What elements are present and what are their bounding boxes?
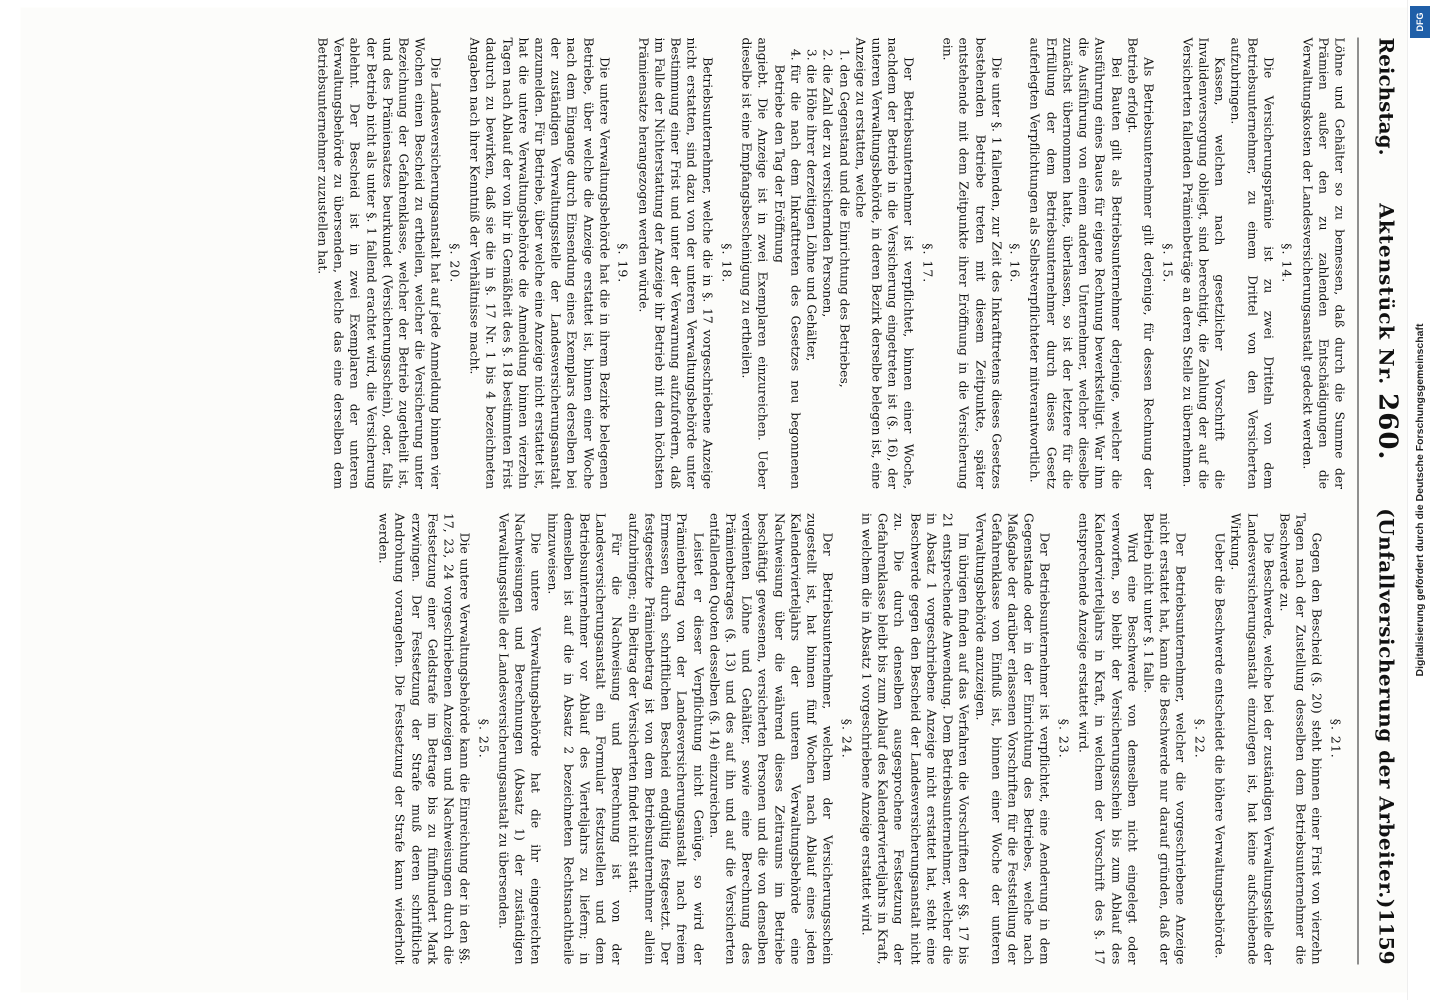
paragraph: Im übrigen finden auf das Verfahren die Vorschriften der §§. 17 bis 21 entsprechende Anwendung. Dem Betriebsunternehmer, welcher die in Absatz 1 vorgeschriebene Anzeige nicht erstattet hat, steht eine Beschwerde gegen den Bescheid der Landesversicherungsanstalt nicht zu. Die durch denselben ausgesprochene Festsetzung der Gefahrenklasse bleibt bis zum Ablauf des Kalendervierteljahrs in Kraft, in welchem die in Absatz 1 vorgeschriebene Anzeige erstattet wird. <box>859 513 971 965</box>
document-page <box>20 8 1410 993</box>
paragraph: Der Betriebsunternehmer ist verpflichtet, binnen einer Woche, nachdem der Betrieb in die Versicherung eingetreten ist (§. 16), der unteren Verwaltungsbehörde, in deren Bezirk derselbe belegen ist, eine Anzeige zu erstatten, welche <box>852 37 916 489</box>
paragraph: Kassen, welchen nach gesetzlicher Vorschrift die Invalidenversorgung obliegt, sind berechtigt, die Zahlung der auf die Versicherten fallenden Prämienbeträge an deren Stelle zu übernehmen. <box>1179 37 1227 489</box>
header-nr-value: 260. <box>1372 393 1402 461</box>
dfg-logo: DFG <box>1410 6 1430 38</box>
page-number: 1159 <box>1374 908 1398 965</box>
paragraph: Die Landesversicherungsanstalt hat auf jede Anmeldung binnen vier Wochen einen Bescheid zu ertheilen, welcher die Versicherung unter Bezeichnung der Gefahrenklasse, welcher der Betrieb zugetheilt ist, und des Prämiensatzes beurkundet (Versicherungsschein), oder, falls der Betrieb nicht als unter §. 1 fallend erachtet wird, die Versicherung ablehnt. Der Bescheid ist in zwei Exemplaren der unteren Verwaltungsbehörde zu übersenden, welche das eine derselben dem Betriebsunternehmer zuzustellen hat. <box>314 37 443 489</box>
section-heading: §. 20. <box>446 243 462 284</box>
paragraph: Die Beschwerde, welche bei der zuständigen Verwaltungsstelle der Landesversicherungsanstalt einzulegen ist, hat keine aufschiebende Wirkung. <box>1228 513 1275 965</box>
paragraph: Der Betriebsunternehmer ist verpflichtet, eine Aenderung in dem Gegenstande oder in der Einrichtung des Betriebes, welche nach Maßgabe der darüber erlassenen Vorschriften für die Feststellung der Gefahrenklasse von Einfluß ist, binnen einer Woche der unteren Verwaltungsbehörde anzuzeigen. <box>972 513 1052 965</box>
paragraph: Wird eine Beschwerde von demselben nicht eingelegt oder verworfen, so bleibt der Versicherungsschein bis zum Ablauf des Kalendervierteljahrs in Kraft, in welchem der Vorschrift des §. 17 entsprechende Anzeige erstattet wird. <box>1076 513 1139 965</box>
section-heading: §. 24. <box>838 718 854 759</box>
numbered-list <box>770 65 851 489</box>
list-item: 4. für die nach dem Inkrafttreten des Gesetzes neu begonnenen Betriebe den Tag der Eröffnung <box>770 65 802 489</box>
section-heading: §. 23. <box>1055 718 1071 759</box>
header-left: Reichstag. <box>1374 37 1398 156</box>
paragraph: Die Versicherungsprämie ist zu zwei Dritteln von dem Betriebsunternehmer, zu einem Drittel von den Versicherten aufzubringen. <box>1228 37 1275 489</box>
paragraph: Der Betriebsunternehmer, welchem der Versicherungsschein zugestellt ist, hat binnen fünf Wochen nach Ablauf eines jeden Kalendervierteljahrs der unteren Verwaltungsbehörde eine Nachweisung über die während dieses Zeitraums im Betriebe beschäftigt gewesenen, versicherten Personen und die von denselben verdienten Löhne und Gehälter, sowie eine Berechnung des Prämienbetrages (§. 13) und des auf ihn und auf die Versicherten entfallenden Quoten desselben (§. 14) einzureichen. <box>706 513 835 965</box>
paragraph: Leistet er dieser Verpflichtung nicht Genüge, so wird der Prämienbetrag von der Landesversicherungsanstalt nach freiem Ermessen durch schriftlichen Bescheid endgültig festgesetzt. Der festgesetzte Prämienbetrag ist von dem Betriebsunternehmer allein aufzubringen; ein Beitrag der Versicherten findet nicht statt. <box>625 513 705 965</box>
text-columns <box>37 38 1347 965</box>
header-title: (Unfallversicherung der Arbeiter.) <box>1374 508 1398 909</box>
section-heading: §. 18. <box>719 243 734 284</box>
paragraph: Für die Nachweisung und Berechnung ist von der Landesversicherungsanstalt ein Formular festzustellen und dem Betriebsunternehmer vor Ablauf des Vierteljahrs zu liefern; in demselben ist auf die in Absatz 2 bezeichneten Rechtsnachtheile hinzuweisen. <box>544 513 624 965</box>
left-column <box>37 38 1347 490</box>
paragraph: Die unter §. 1 fallenden, zur Zeit des Inkrafttretens dieses Gesetzes bestehenden Betriebe treten mit diesem Zeitpunkte, später entstehende mit dem Zeitpunkte ihrer Eröffnung in die Versicherung ein. <box>940 37 1003 489</box>
section-heading: §. 21. <box>1328 718 1343 759</box>
header-document-number <box>1372 156 1402 509</box>
section-heading: §. 25. <box>475 718 491 759</box>
list-item: 3. die Höhe ihrer derzeitigen Löhne und Gehälter, <box>803 65 819 489</box>
dfg-credit-text: Digitalisierung gefördert durch die Deutsche Forschungsgemeinschaft <box>1414 323 1426 677</box>
paragraph: Betriebsunternehmer, welche die in §. 17 vorgeschriebene Anzeige nicht erstatten, sind dazu von der unteren Verwaltungsbehörde unter Bestimmung einer Frist und unter der Verwarnung aufzufordern, daß im Falle der Nichterstattung der Anzeige ihr Betrieb mit dem höchsten Prämiensatze herangezogen werden würde. <box>635 37 715 489</box>
list-item: 1. den Gegenstand und die Einrichtung des Betriebes, <box>835 65 851 489</box>
page-header <box>1357 38 1402 965</box>
paragraph: Löhne und Gehälter so zu bemessen, daß durch die Summe der Prämien außer den zu zahlenden Entschädigungen die Verwaltungskosten der Landesversicherungsanstalt gedeckt werden. <box>1299 37 1346 489</box>
paragraph: Bei Bauten gilt als Betriebsunternehmer derjenige, welcher die Ausführung eines Baues für eigene Rechnung bewerkstelligt. War ihm die Ausführung von einem anderen Unternehmer, welcher dieselbe zunächst übernommen hatte, überlassen, so ist der letztere für die Erfüllung der dem Betriebsunternehmer durch dieses Gesetz auferlegten Verpflichtungen als Selbstverpflichteter mitverantwortlich. <box>1027 37 1123 489</box>
paragraph: Die untere Verwaltungsbehörde kann die Einreichung der in den §§. 17, 23, 24 vorgeschriebenen Anzeigen und Nachweisungen durch die Festsetzung einer Geldstrafe im Betrage bis zu fünfhundert Mark erzwingen. Der Festsetzung der Strafe muß deren schriftliche Androhung vorangehen. Die Festsetzung der Strafe kann wiederholt werden. <box>376 513 472 965</box>
section-heading: §. 22. <box>1191 718 1207 759</box>
paragraph: Als Betriebsunternehmer gilt derjenige, für dessen Rechnung der Betrieb erfolgt. <box>1124 37 1156 489</box>
header-mid-label: Aktenstück Nr. <box>1374 203 1398 386</box>
paragraph: angiebt. Die Anzeige ist in zwei Exemplaren einzureichen. Ueber dieselbe ist eine Empfangsbescheinigung zu ertheilen. <box>739 37 770 489</box>
right-column <box>37 513 1347 965</box>
paragraph: Die untere Verwaltungsbehörde hat die ihr eingereichten Nachweisungen und Berechnungen (Absatz 1) der zuständigen Verwaltungsstelle der Landesversicherungsanstalt zu übersenden. <box>495 513 543 965</box>
paragraph: Gegen den Bescheid (§. 20) steht binnen einer Frist von vierzehn Tagen nach der Zustellung desselben dem Betriebsunternehmer die Beschwerde zu. <box>1277 513 1324 965</box>
paragraph: Die untere Verwaltungsbehörde hat die in ihrem Bezirke belegenen Betriebe, über welche die Anzeige erstattet ist, binnen einer Woche nach dem Eingange durch Einsendung eines Exemplars derselben bei der zuständigen Verwaltungsstelle der Landesversicherungsanstalt anzumelden. Für Betriebe, über welche eine Anzeige nicht erstattet ist, hat die untere Verwaltungsbehörde die Anmeldung binnen vierzehn Tagen nach Ablauf der von ihr in Gemäßheit des §. 18 bestimmten Frist dadurch zu bewirken, daß sie die in §. 17 Nr. 1 bis 4 bezeichneten Angaben nach ihrer Kenntniß der Verhältnisse macht. <box>467 37 611 489</box>
list-item: 2. die Zahl der zu versichernden Personen, <box>819 65 835 489</box>
section-heading: §. 19. <box>615 243 631 284</box>
section-heading: §. 14. <box>1279 243 1295 284</box>
dfg-credit-strip <box>1407 0 1432 1000</box>
section-heading: §. 17. <box>919 243 935 284</box>
paragraph: Der Betriebsunternehmer, welcher die vorgeschriebene Anzeige nicht erstattet hat, kann die Beschwerde nur darauf gründen, daß der Betrieb nicht unter §. 1 falle. <box>1141 513 1188 965</box>
paragraph: Ueber die Beschwerde entscheidet die höhere Verwaltungsbehörde. <box>1212 532 1227 959</box>
section-heading: §. 15. <box>1159 243 1175 284</box>
section-heading: §. 16. <box>1007 243 1023 284</box>
